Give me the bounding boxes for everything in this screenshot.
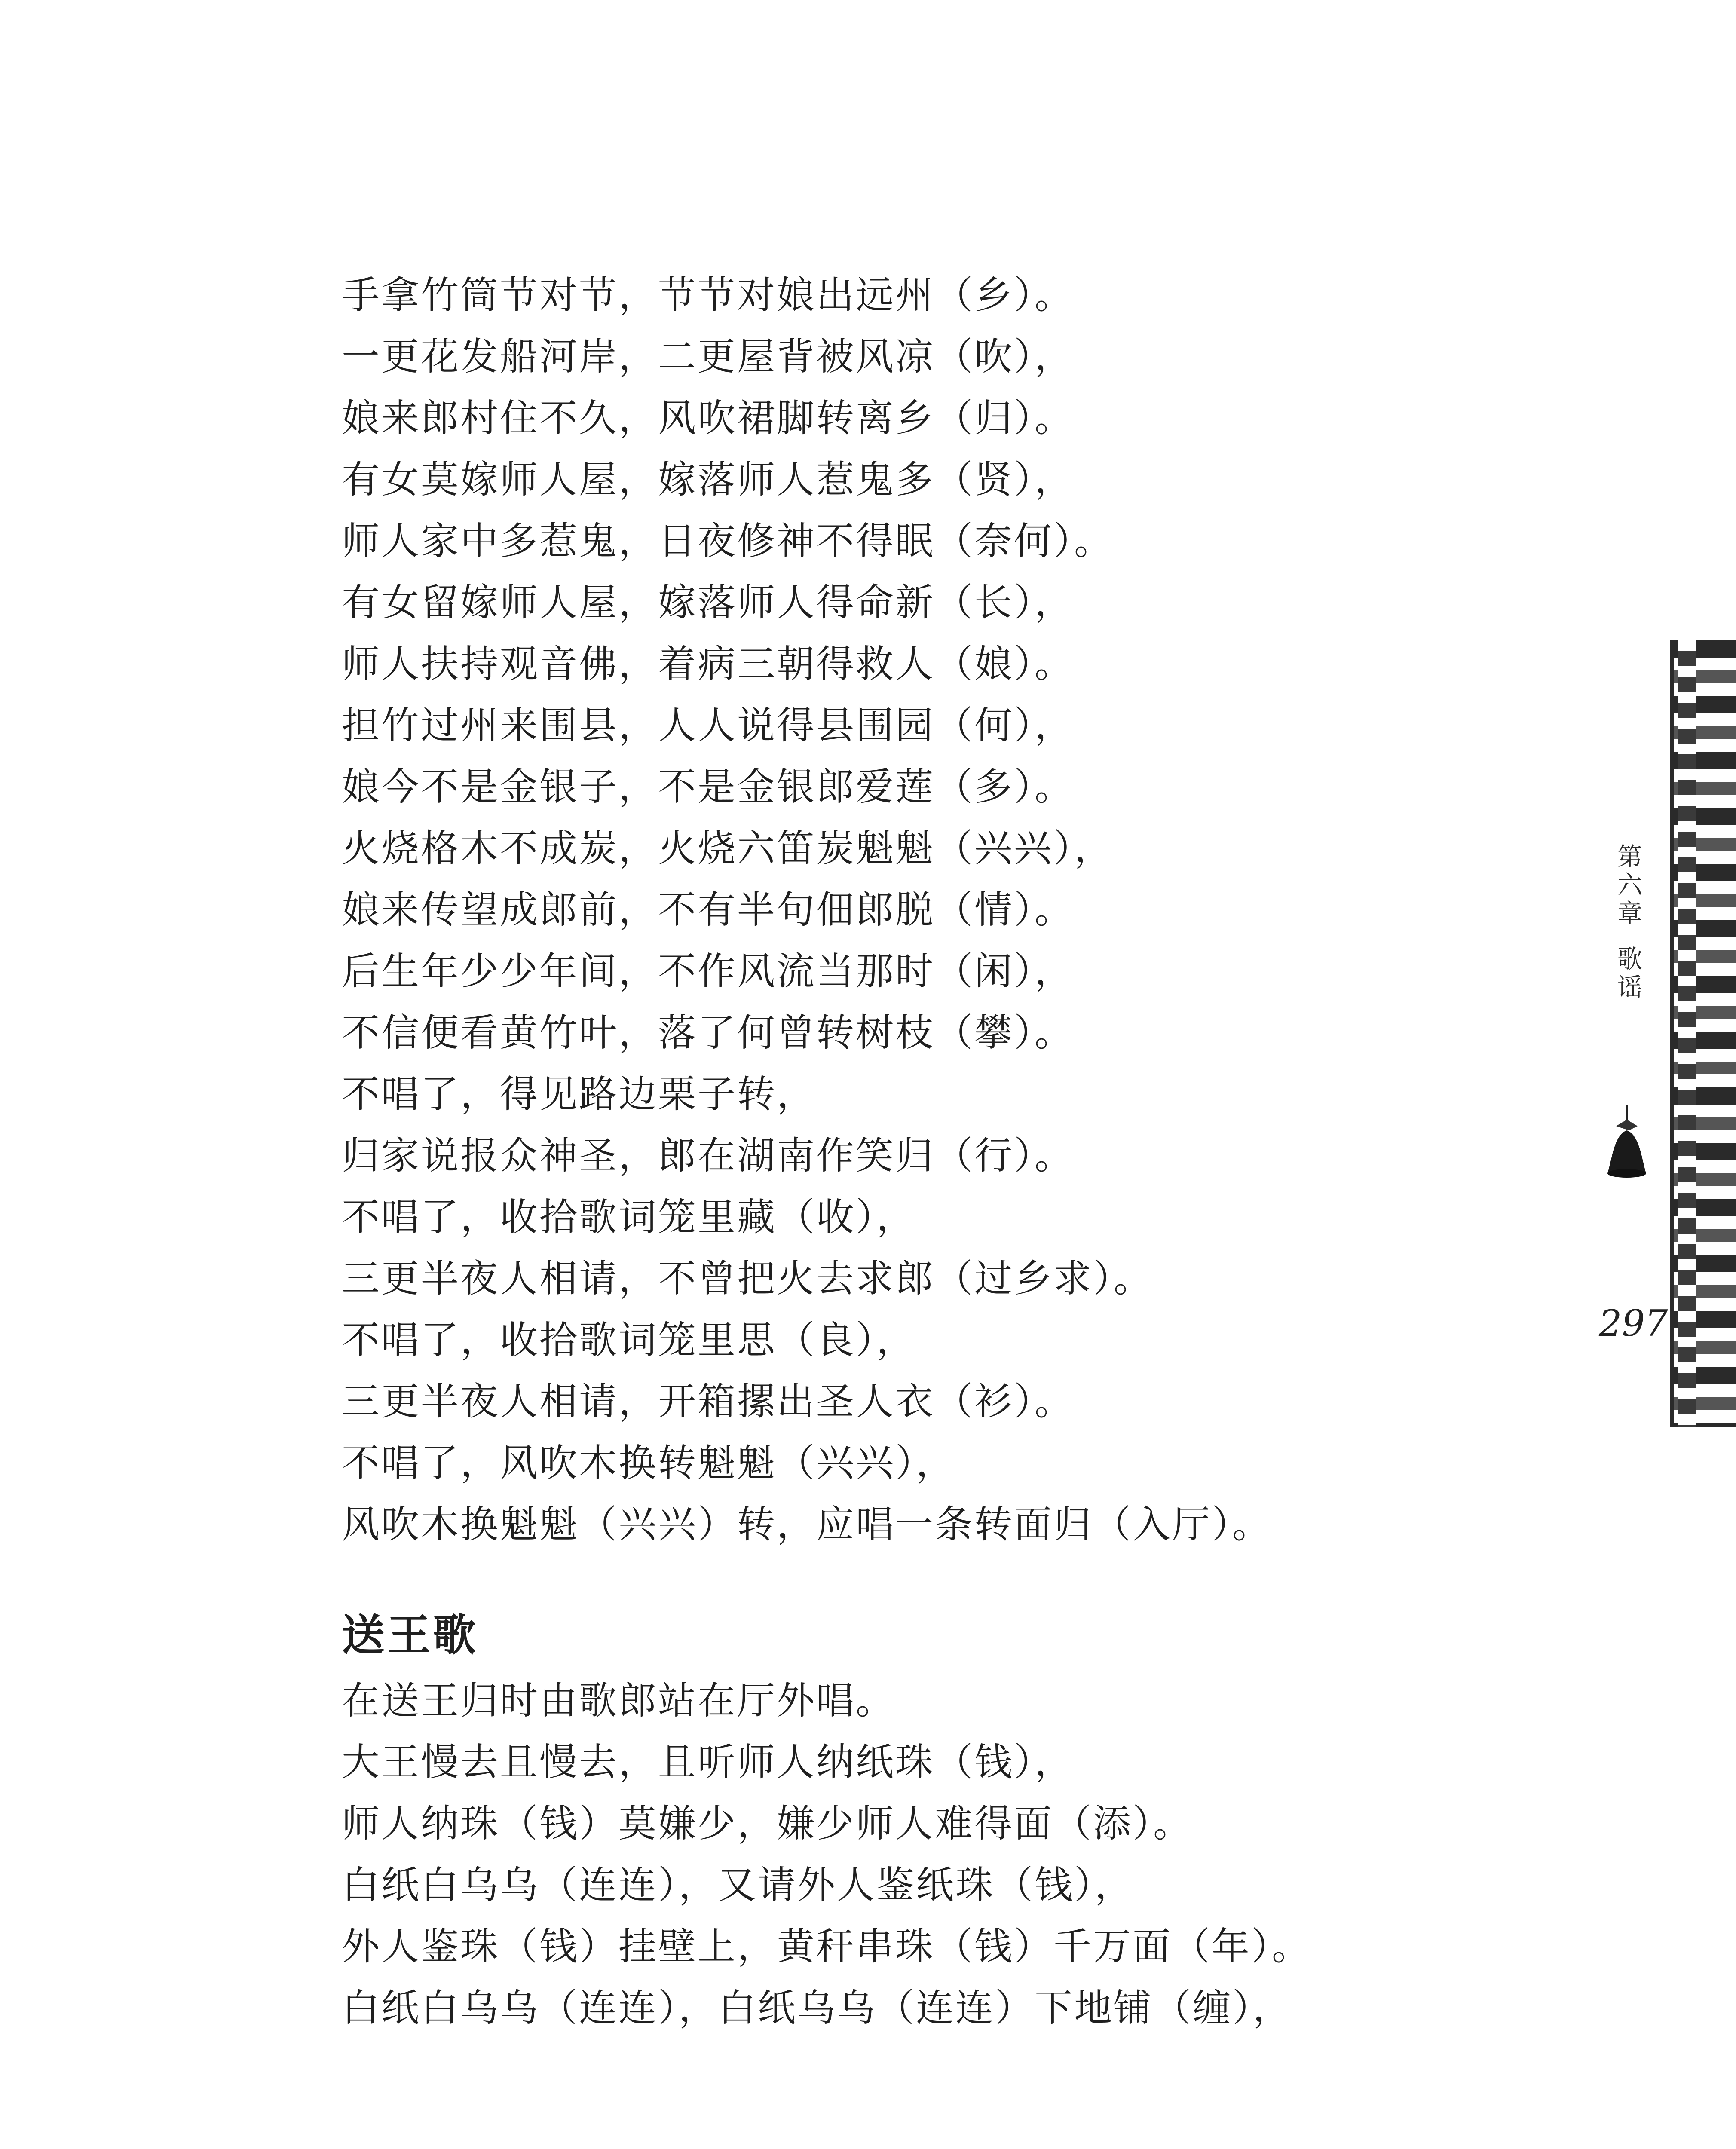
song-line: 外人鉴珠（钱）挂壁上，黄秆串珠（钱）千万面（年）。 [342, 1924, 1312, 1968]
song-line: 师人纳珠（钱）莫嫌少，嫌少师人难得面（添）。 [342, 1801, 1193, 1846]
song-line: 大王慢去且慢去，且听师人纳纸珠（钱）， [342, 1740, 1075, 1784]
song-line: 不唱了，得见路边栗子转， [342, 1072, 817, 1116]
song-line: 娘来郎村住不久，风吹裙脚转离乡（归）。 [342, 396, 1075, 440]
chapter-char: 第 [1617, 842, 1642, 871]
song-line: 不唱了，收拾歌词笼里思（良）， [342, 1318, 916, 1362]
song-line: 三更半夜人相请，不曾把火去求郎（过乡求）。 [342, 1256, 1154, 1301]
song-line: 归家说报众神圣，郎在湖南作笑归（行）。 [342, 1133, 1075, 1178]
song-line: 师人家中多惹鬼，日夜修神不得眠（奈何）。 [342, 519, 1114, 563]
side-ornament-pattern [1678, 640, 1696, 1427]
song-line: 娘来传望成郎前，不有半句佃郎脱（情）。 [342, 888, 1075, 932]
chapter-char: 章 [1617, 899, 1642, 928]
song-line: 白纸白乌乌（连连），又请外人鉴纸珠（钱）， [342, 1863, 1135, 1907]
song-line: 不信便看黄竹叶，落了何曾转树枝（攀）。 [342, 1010, 1075, 1055]
song-line: 有女莫嫁师人屋，嫁落师人惹鬼多（贤）， [342, 457, 1075, 502]
song-line: 白纸白乌乌（连连），白纸乌乌（连连）下地铺（缠）， [342, 1986, 1293, 2030]
song-text [342, 264, 1610, 1555]
song-line: 不唱了，收拾歌词笼里藏（收）， [342, 1195, 916, 1239]
song-line: 手拿竹筒节对节，节节对娘出远州（乡）。 [342, 273, 1075, 317]
bell-icon [1603, 1105, 1650, 1182]
topic-char: 歌 [1617, 944, 1642, 973]
song-line: 后生年少少年间，不作风流当那时（闲）， [342, 949, 1075, 993]
section-title: 送王歌 [342, 1610, 478, 1660]
song-line: 有女留嫁师人屋，嫁落师人得命新（长）， [342, 580, 1075, 624]
song-line: 三更半夜人相请，开箱摞出圣人衣（衫）。 [342, 1379, 1075, 1423]
song-line: 师人扶持观音佛，着病三朝得救人（娘）。 [342, 642, 1075, 686]
section-intro: 在送王归时由歌郎站在厅外唱。 [342, 1678, 896, 1723]
song-line: 娘今不是金银子，不是金银郎爱莲（多）。 [342, 765, 1075, 809]
song-line: 担竹过州来围县，人人说得县围园（何）， [342, 703, 1075, 747]
section-body [342, 1670, 1610, 2039]
chapter-tag [1613, 842, 1647, 1001]
page-number: 297 [1599, 1302, 1668, 1344]
song-line: 风吹木换魁魁（兴兴）转，应唱一条转面归（入厅）。 [342, 1502, 1272, 1546]
chapter-char: 六 [1617, 870, 1642, 900]
song-line: 火烧格木不成炭，火烧六笛炭魁魁（兴兴）， [342, 826, 1114, 870]
topic-char: 谣 [1617, 973, 1642, 1002]
song-line: 不唱了，风吹木换转魁魁（兴兴）， [342, 1441, 956, 1485]
song-line: 一更花发船河岸，二更屋背被风凉（吹）， [342, 334, 1075, 379]
